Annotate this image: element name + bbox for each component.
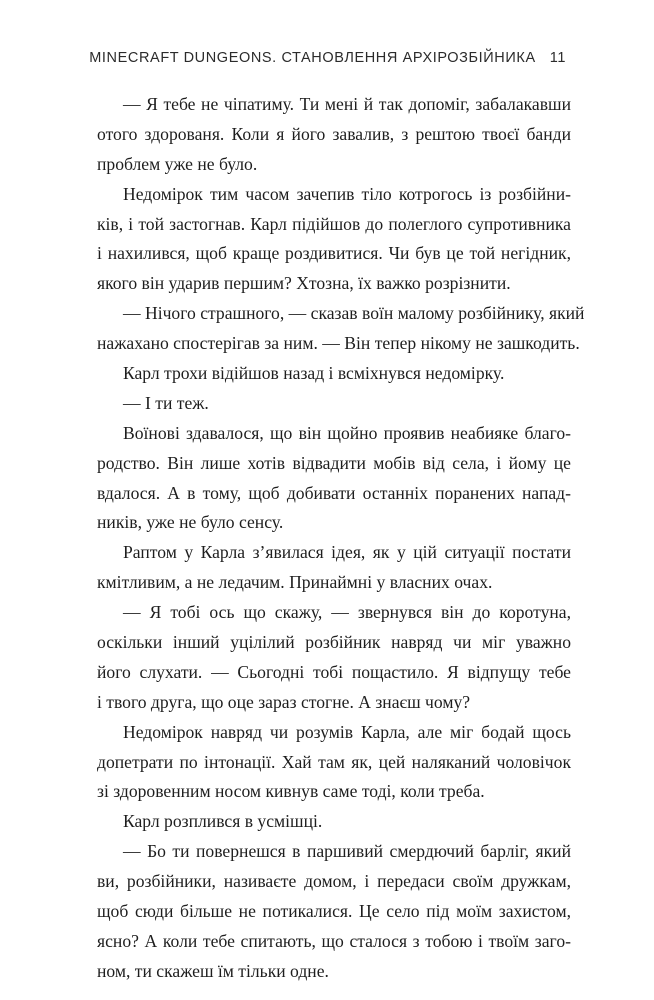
page-number: 11 xyxy=(549,50,566,66)
text-line: ви, розбійники, називаєте домом, і передаси своїм дружкам, xyxy=(97,871,571,892)
text-line: — Бо ти повернешся в паршивий смердючий барліг, який xyxy=(123,841,571,862)
text-line: Недомірок навряд чи розумів Карла, але міг бодай щось xyxy=(123,721,571,742)
text-line: родство. Він лише хотів відвадити мобів від села, і йому це xyxy=(97,452,571,473)
text-line: Недомірок тим часом зачепив тіло котрогось із розбійни- xyxy=(123,183,571,204)
text-line: Воїнові здавалося, що він щойно проявив неабияке благо- xyxy=(123,422,571,443)
text-line: оскільки інший уцілілий розбійник навряд чи міг уважно xyxy=(97,632,571,653)
text-line: — Нічого страшного, — сказав воїн малому розбійнику, який xyxy=(123,303,585,324)
text-line: і нахилився, щоб краще роздивитися. Чи був це той негідник, xyxy=(97,243,571,264)
text-line: отого здорованя. Коли я його завалив, з рештою твоєї банди xyxy=(97,123,571,144)
text-line: нажахано спостерігав за ним. — Він тепер нікому не зашкодить. xyxy=(97,333,580,354)
text-line: кмітливим, а не ледачим. Принаймні у власних очах. xyxy=(97,572,493,593)
text-line: ном, ти скажеш їм тільки одне. xyxy=(97,960,329,981)
text-line: — І ти теж. xyxy=(123,392,209,413)
text-line: ясно? А коли тебе спитають, що сталося з тобою і твоїм заго- xyxy=(97,930,571,951)
text-line: зі здоровенним носом кивнув саме тоді, коли треба. xyxy=(97,781,485,802)
text-line: Карл розплився в усмішці. xyxy=(123,811,323,832)
running-header xyxy=(89,50,566,66)
text-line: якого він ударив першим? Хтозна, їх важко розрізнити. xyxy=(97,273,511,294)
text-line: допетрати по інтонації. Хай там як, цей наляканий чоловічок xyxy=(97,751,571,772)
text-line: — Я тобі ось що скажу, — звернувся він до коротуна, xyxy=(123,602,571,623)
body-text xyxy=(97,90,585,987)
text-line: його слухати. — Сьогодні тобі пощастило. Я відпущу тебе xyxy=(97,661,571,682)
text-line: і твого друга, що оце зараз стогне. А знаєш чому? xyxy=(97,691,471,712)
text-line: щоб сюди більше не потикалися. Це село під моїм захистом, xyxy=(97,901,571,922)
text-line: ків, і той застогнав. Карл підійшов до полеглого супротивника xyxy=(97,213,571,234)
text-line: ників, уже не було сенсу. xyxy=(97,512,284,533)
text-line: вдалося. А в тому, щоб добивати останніх поранених напад- xyxy=(97,482,571,503)
text-line: — Я тебе не чіпатиму. Ти мені й так допоміг, забалакавши xyxy=(123,94,571,114)
text-line: Раптом у Карла з’явилася ідея, як у цій ситуації постати xyxy=(123,542,571,563)
text-line: Карл трохи відійшов назад і всміхнувся недомірку. xyxy=(123,363,505,384)
book-title: MINECRAFT DUNGEONS. СТАНОВЛЕННЯ АРХІРОЗБІЙНИКА xyxy=(89,50,536,66)
text-line: проблем уже не було. xyxy=(97,153,258,174)
